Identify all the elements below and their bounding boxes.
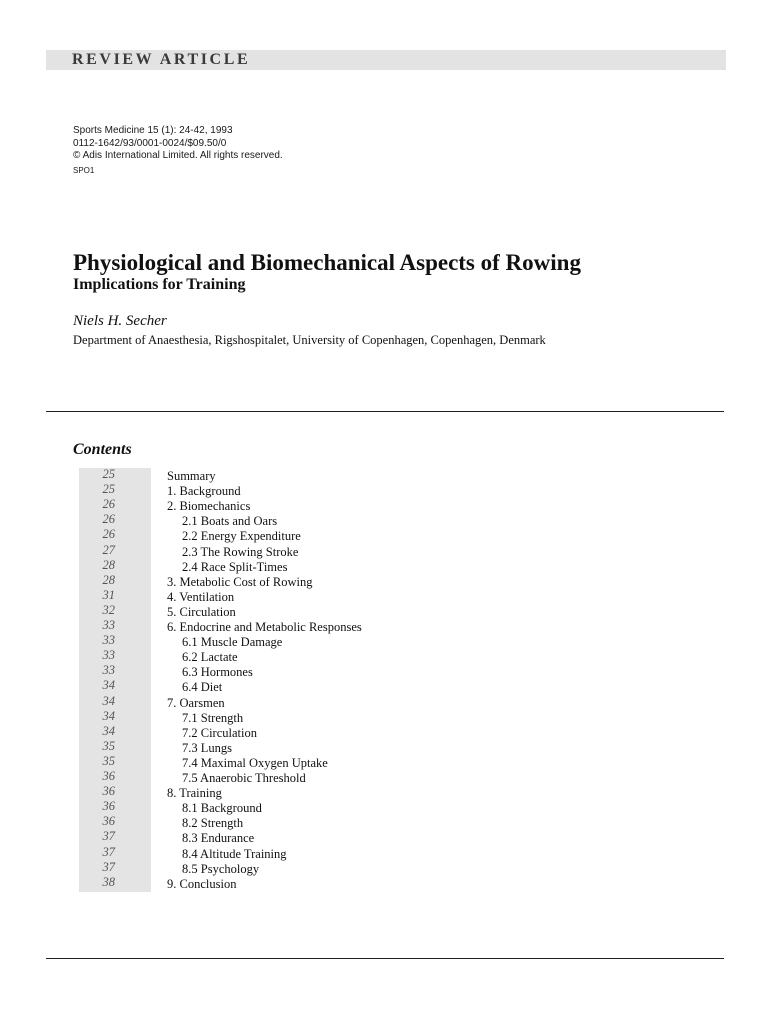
author-affiliation: Department of Anaesthesia, Rigshospitalet, University of Copenhagen, Copenhagen, Denmark — [73, 333, 546, 347]
toc-page-number: 26 — [102, 497, 115, 512]
toc-subsection: 6.4 Diet — [182, 680, 223, 695]
issn-line: 0112-1642/93/0001-0024/$09.50/0 — [73, 137, 227, 149]
copyright-line: © Adis International Limited. All rights reserved. — [73, 150, 283, 162]
toc-section: 6. Endocrine and Metabolic Responses — [167, 620, 362, 634]
article-code: SPO1 — [73, 165, 95, 175]
toc-page-number: 36 — [102, 769, 115, 783]
toc-subsection: 7.5 Anaerobic Threshold — [182, 771, 306, 785]
toc-page-number: 36 — [102, 799, 115, 814]
toc-subsection: 8.2 Strength — [182, 816, 244, 831]
toc-page-number: 25 — [102, 467, 115, 481]
toc-subsection: 8.1 Background — [182, 801, 262, 816]
toc-page-number: 33 — [102, 618, 115, 632]
toc-section: 1. Background — [167, 484, 241, 499]
toc-section: 2. Biomechanics — [167, 499, 251, 514]
toc-subsection: 7.4 Maximal Oxygen Uptake — [182, 755, 328, 770]
toc-subsection: 2.1 Boats and Oars — [182, 514, 278, 529]
toc-subsection: 6.2 Lactate — [182, 650, 238, 665]
toc-subsection: 2.3 The Rowing Stroke — [182, 544, 299, 559]
toc-subsection: 8.4 Altitude Training — [182, 846, 287, 861]
toc-page-number: 34 — [102, 708, 115, 723]
toc-page-number: 36 — [102, 784, 115, 799]
toc-page-number: 28 — [102, 572, 115, 587]
publication-meta — [73, 125, 283, 177]
toc-subsection: 7.1 Strength — [182, 710, 244, 725]
article-subtitle: Implications for Training — [73, 276, 246, 293]
toc-subsection: 2.2 Energy Expenditure — [182, 529, 301, 544]
divider-top — [46, 411, 724, 412]
toc-section: Summary — [167, 469, 216, 483]
article-type-banner — [46, 50, 726, 70]
contents-heading: Contents — [73, 441, 132, 458]
toc-page-number: 33 — [102, 633, 115, 648]
toc-page-number: 37 — [102, 859, 115, 874]
toc-page-number: 35 — [102, 738, 115, 753]
toc-section: 7. Oarsmen — [167, 695, 225, 710]
toc-page-number: 34 — [102, 723, 115, 738]
toc-section: 5. Circulation — [167, 604, 236, 619]
page-number-column — [79, 468, 151, 892]
toc-page-number: 26 — [102, 512, 115, 527]
author-name: Niels H. Secher — [73, 313, 167, 329]
article-title: Physiological and Biomechanical Aspects of Rowing — [73, 250, 581, 275]
toc-section: 9. Conclusion — [167, 876, 237, 891]
toc-subsection: 8.3 Endurance — [182, 831, 255, 846]
toc-subsection: 6.1 Muscle Damage — [182, 635, 283, 650]
toc-page-number: 34 — [102, 678, 115, 693]
toc-page-number: 25 — [102, 482, 115, 497]
toc-page-number: 35 — [102, 753, 115, 768]
toc-section: 8. Training — [167, 786, 222, 801]
toc-page-number: 37 — [102, 844, 115, 859]
toc-subsection: 6.3 Hormones — [182, 665, 253, 680]
journal-citation: Sports Medicine 15 (1): 24-42, 1993 — [73, 125, 233, 136]
toc-subsection: 2.4 Race Split-Times — [182, 559, 288, 574]
toc-page-number: 33 — [102, 648, 115, 663]
toc-page-number: 36 — [102, 814, 115, 829]
toc-page-number: 28 — [102, 557, 115, 572]
toc-page-number: 26 — [102, 527, 115, 542]
toc-page-number: 37 — [102, 829, 115, 844]
toc-subsection: 8.5 Psychology — [182, 861, 260, 876]
divider-bottom — [46, 958, 724, 959]
toc-subsection: 7.3 Lungs — [182, 740, 232, 755]
toc-page-number: 33 — [102, 663, 115, 678]
toc-page-number: 32 — [102, 602, 115, 617]
toc-section: 3. Metabolic Cost of Rowing — [167, 574, 313, 589]
toc-page-number: 27 — [102, 542, 115, 557]
toc-page-number: 31 — [102, 587, 115, 602]
toc-page-number: 34 — [102, 693, 115, 708]
article-type-label: REVIEW ARTICLE — [72, 51, 251, 68]
toc-subsection: 7.2 Circulation — [182, 725, 257, 740]
toc-section: 4. Ventilation — [167, 589, 235, 604]
toc-page-number: 38 — [102, 874, 115, 889]
